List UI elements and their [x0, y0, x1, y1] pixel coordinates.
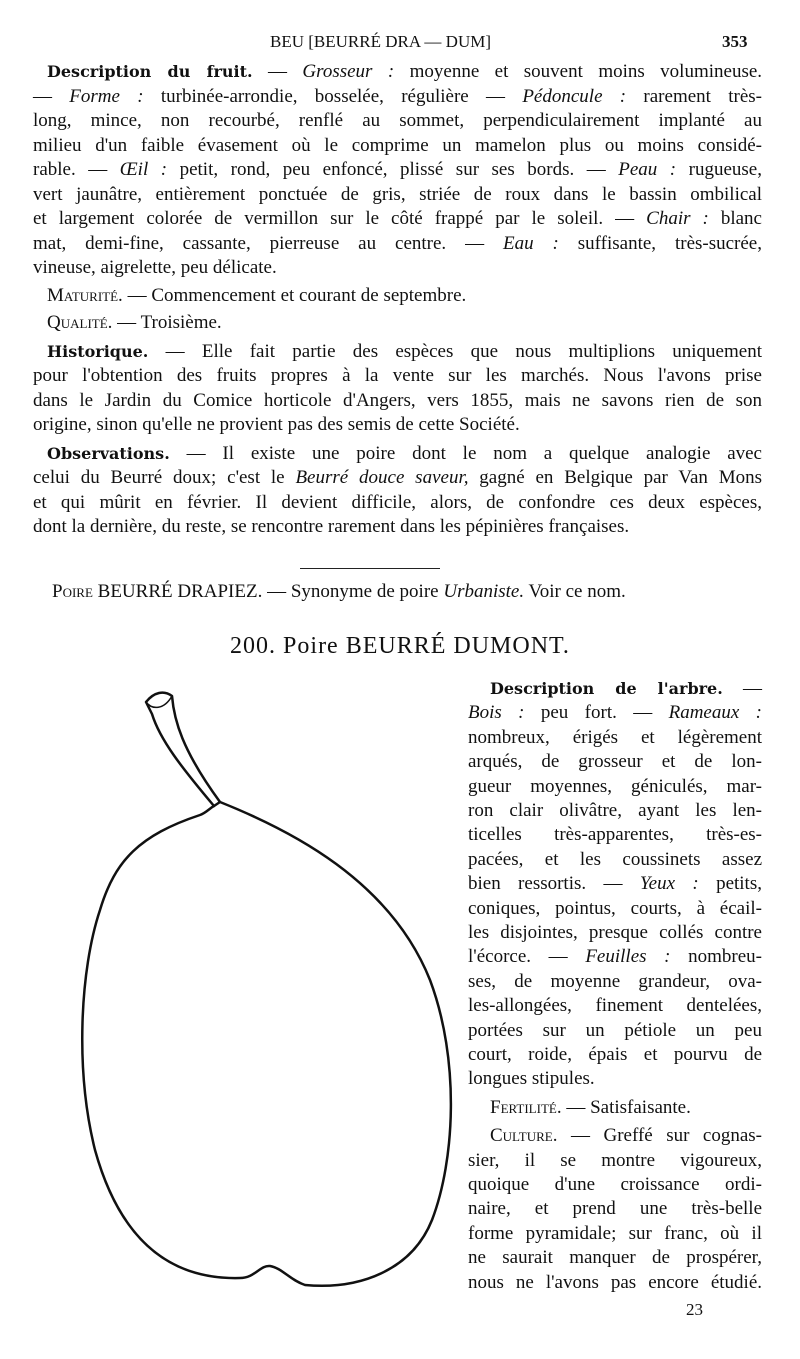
text-segment: pacées, et les coussinets assez — [468, 848, 762, 870]
text-line — [33, 515, 762, 539]
text-line — [468, 823, 762, 847]
text-line — [468, 775, 762, 799]
text-line — [47, 284, 776, 308]
text-segment: nombreu- — [670, 946, 763, 968]
text-segment: dont la dernière, du reste, se rencontre rarement dans les pépinières françaises. — [33, 516, 630, 537]
text-segment: — Greffé sur cognas- — [557, 1125, 762, 1147]
running-header: BEU [BEURRÉ DRA — DUM] — [270, 32, 492, 51]
text-segment: portées sur un pétiole un peu — [468, 1019, 762, 1041]
text-segment: ticelles très-apparentes, très-es- — [468, 824, 762, 846]
text-line — [468, 872, 762, 896]
text-segment: Qualité. — [47, 312, 113, 333]
text-line — [468, 1197, 762, 1221]
text-line — [468, 1222, 762, 1246]
text-segment: petit, rond, peu enfoncé, plissé sur ses bords. — — [167, 159, 619, 180]
text-segment: — Commencement et courant de septembre. — [122, 284, 467, 306]
text-segment: les-allongées, finement dentelées, — [468, 995, 762, 1017]
text-segment: nous ne l'avons pas encore étudié. — [468, 1271, 762, 1293]
text-line — [33, 389, 762, 413]
text-line — [468, 701, 762, 725]
text-segment: Chair : — [646, 208, 709, 229]
text-line — [468, 750, 762, 774]
text-segment: et qui mûrit en février. Il devient difficile, alors, de confondre ces deux espèces, — [33, 491, 762, 513]
text-segment: ne saurait manquer de prospérer, — [468, 1247, 762, 1269]
text-segment: milieu d'un faible évasement où le comprime un mamelon plus ou moins considé- — [33, 134, 762, 156]
text-segment: l'écorce. — — [468, 946, 586, 968]
text-segment: petits, — [698, 873, 762, 895]
text-segment: Yeux : — [639, 873, 699, 895]
text-segment: — — [252, 61, 303, 82]
text-segment: — Troisième. — [112, 312, 222, 333]
text-line — [490, 1124, 762, 1148]
text-segment: court, roide, épais et pourvu de — [468, 1044, 762, 1065]
text-segment: Poire — [52, 581, 93, 602]
text-segment: suffisante, très-sucrée, — [558, 232, 762, 254]
text-line — [468, 970, 762, 994]
text-line — [33, 466, 762, 490]
text-line — [468, 897, 762, 921]
entry-title: 200. Poire BEURRÉ DUMONT. — [230, 633, 570, 659]
text-segment: Feuilles : — [585, 946, 671, 968]
text-segment: Grosseur : — [302, 61, 395, 82]
text-segment: mat, demi-fine, cassante, pierreuse au centre. — — [33, 232, 503, 254]
text-segment: rable. — — [33, 159, 120, 180]
text-segment: sier, il se montre vigoureux, — [468, 1149, 762, 1171]
text-segment: Forme : — [69, 85, 144, 107]
text-segment: forme pyramidale; sur franc, où il — [468, 1222, 762, 1244]
text-segment: — Elle fait partie des espèces que nous multiplions uniquement — [148, 340, 762, 362]
text-line — [468, 799, 762, 823]
text-line — [468, 945, 762, 969]
text-segment: — — [33, 85, 70, 107]
text-segment: gagné en Belgique par Van Mons — [468, 467, 762, 488]
text-segment: Description de l'arbre. — [490, 679, 723, 698]
text-line — [468, 726, 762, 750]
text-line — [33, 207, 762, 231]
text-segment: celui du Beurré doux; c'est le — [33, 467, 296, 488]
text-segment: Rameaux : — [668, 702, 762, 724]
text-line — [468, 1043, 762, 1067]
text-segment: coniques, pointus, courts, à écail- — [468, 897, 762, 919]
text-segment: — — [722, 678, 763, 699]
text-line — [468, 1271, 762, 1295]
text-segment: vineuse, aigrelette, peu délicate. — [33, 257, 277, 278]
text-line — [33, 183, 762, 207]
text-segment: Description du fruit. — [47, 62, 253, 81]
text-segment: ron clair olivâtre, ayant les len- — [468, 800, 762, 821]
text-segment: Culture. — [490, 1125, 558, 1147]
text-segment: Maturité. — [47, 284, 123, 306]
text-line — [47, 60, 762, 84]
pear-outline-illustration — [60, 680, 480, 1320]
text-line — [468, 848, 762, 872]
text-segment: moyenne et souvent moins volumineuse. — [394, 61, 763, 82]
text-line — [33, 491, 762, 515]
text-segment: blanc — [708, 208, 762, 229]
text-segment: Fertilité. — [490, 1096, 562, 1118]
text-segment: Œil : — [119, 159, 168, 180]
text-segment: quoique d'une croissance ordi- — [468, 1174, 762, 1195]
text-line — [490, 1096, 762, 1120]
text-line — [490, 677, 762, 701]
text-segment: origine, sinon qu'elle ne provient pas des semis de cette Société. — [33, 414, 520, 435]
text-line — [468, 1067, 762, 1091]
text-line — [33, 256, 762, 280]
text-line — [47, 311, 776, 335]
text-segment: arqués, de grosseur et de lon- — [468, 751, 762, 773]
text-segment: Beurré douce saveur, — [295, 467, 469, 488]
text-segment: Historique. — [47, 341, 149, 361]
text-line — [468, 921, 762, 945]
text-segment: Urbaniste. — [443, 581, 525, 602]
text-segment: longues stipules. — [468, 1068, 595, 1090]
text-segment: — Il existe une poire dont le nom a quelque analogie avec — [169, 442, 762, 464]
text-line — [33, 364, 762, 388]
text-segment: pour l'obtention des fruits propres à la vente sur les marchés. Nous l'avons prise — [33, 365, 762, 386]
text-line — [33, 413, 762, 437]
text-segment: vert jaunâtre, entièrement ponctuée de gris, striée de roux dans le bassin ombilical — [33, 183, 762, 205]
signature-mark: 23 — [686, 1300, 703, 1319]
page-number: 353 — [722, 32, 748, 51]
text-segment: et largement colorée de vermillon sur le côté frappé par le soleil. — — [33, 208, 647, 229]
text-line — [468, 1173, 762, 1197]
text-segment: turbinée-arrondie, bosselée, régulière — — [143, 85, 523, 107]
text-segment: les disjointes, presque collés contre — [468, 922, 762, 943]
text-line — [468, 1019, 762, 1043]
text-line — [33, 109, 762, 133]
text-segment: rarement très- — [626, 85, 762, 107]
text-line — [47, 340, 762, 364]
text-segment: gueur moyennes, géniculés, mar- — [468, 775, 762, 797]
text-segment: bien ressortis. — — [468, 873, 640, 895]
text-segment: Observations. — [47, 443, 170, 463]
text-segment: Bois : — [468, 702, 525, 724]
text-segment: Eau : — [503, 232, 559, 254]
text-segment: — Satisfaisante. — [561, 1096, 691, 1118]
synonym-entry — [52, 580, 626, 604]
text-segment: peu fort. — — [524, 702, 669, 724]
text-line — [47, 442, 762, 466]
pear-body — [82, 802, 451, 1286]
text-line — [468, 1246, 762, 1270]
text-segment: naire, et prend une très-belle — [468, 1198, 762, 1220]
pear-stem — [146, 693, 220, 806]
text-line — [468, 994, 762, 1018]
text-segment: Peau : — [618, 159, 677, 180]
text-segment: rugueuse, — [676, 159, 762, 180]
text-segment: ses, de moyenne grandeur, ova- — [468, 970, 762, 992]
text-line — [33, 85, 762, 109]
text-segment: BEURRÉ DRAPIEZ. — Synonyme de poire — [92, 581, 444, 602]
text-line — [33, 158, 762, 182]
text-line — [468, 1149, 762, 1173]
text-segment: long, mince, non recourbé, renflé au sommet, perpendiculairement implanté au — [33, 110, 762, 131]
text-segment: Pédoncule : — [522, 85, 627, 107]
text-segment: dans le Jardin du Comice horticole d'Angers, vers 1855, mais ne savons rien de son — [33, 389, 762, 411]
text-segment: nombreux, érigés et légèrement — [468, 726, 762, 748]
text-line — [33, 232, 762, 256]
text-line — [33, 134, 762, 158]
section-divider — [300, 568, 440, 569]
text-segment: Voir ce nom. — [524, 581, 626, 602]
